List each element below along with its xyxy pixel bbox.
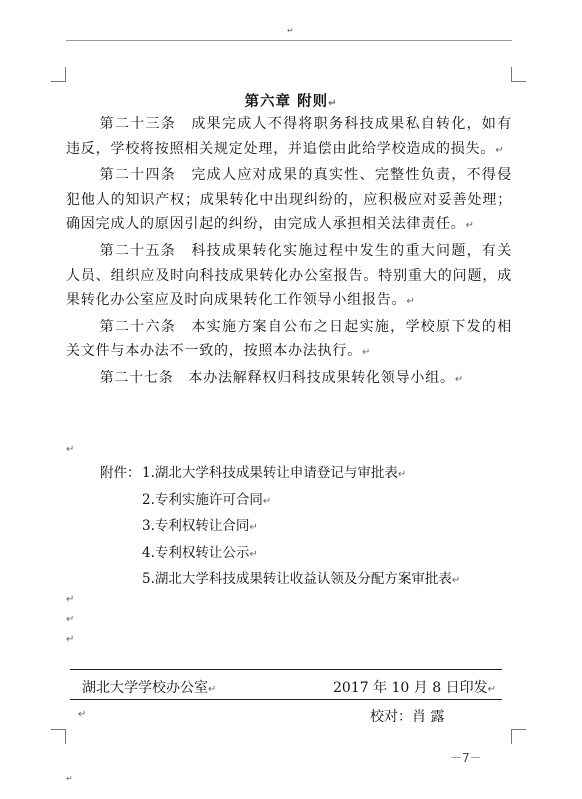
article-number: 第二十三条 bbox=[99, 116, 177, 132]
footer-paragraph-mark: ↵ bbox=[66, 774, 73, 783]
article-25: 第二十五条 科技成果转化实施过程中发生的重大问题，有关人员、组织应及时向科技成果转化办公室报告。特别重大的问题，成果转化办公室应及时向成果转化工作领导小组报告。↵ bbox=[66, 242, 512, 309]
crop-mark-top-left bbox=[51, 67, 66, 82]
empty-paragraph-mark: ↵ bbox=[66, 614, 75, 625]
attachment-item-4: 4.专利权转让公示↵ bbox=[142, 544, 258, 561]
article-text: 科技成果转化实施过程中发生的重大问题，有关人员、组织应及时向科技成果转化办公室报告。特别重大的问题，成果转化办公室应及时向成果转化工作领导小组报告。 bbox=[66, 242, 512, 309]
article-number: 第二十四条 bbox=[99, 167, 177, 184]
attachment-item-3: 3.专利权转让合同↵ bbox=[142, 518, 258, 534]
page-number: －7－ bbox=[450, 751, 482, 765]
issuer-name: 湖北大学学校办公室↵ bbox=[82, 680, 217, 696]
article-text: 成果完成人不得将职务科技成果私自转化，如有违反，学校将按照相关规定处理，并追偿由此给学校造成的损失。 bbox=[66, 116, 512, 157]
footer-rule-bottom bbox=[70, 699, 502, 700]
article-text: 本实施方案自公布之日起实施，学校原下发的相关文件与本办法不一致的，按照本办法执行。 bbox=[66, 318, 512, 360]
footer-rule-top bbox=[70, 669, 502, 670]
attachment-item-5: 5.湖北大学科技成果转让收益认领及分配方案审批表↵ bbox=[142, 571, 461, 587]
attachment-item-2: 2.专利实施许可合同↵ bbox=[142, 491, 272, 508]
attachments-list bbox=[100, 463, 460, 596]
article-text: 完成人应对成果的真实性、完整性负责，不得侵犯他人的知识产权；成果转化中出现纠纷的，应积极应对妥善处理；确因完成人的原因引起的纠纷，由完成人承担相关法律责任。 bbox=[66, 167, 512, 233]
header-rule bbox=[66, 40, 512, 41]
attachment-item-1: 附件： 1.湖北大学科技成果转让申请登记与审批表↵ bbox=[100, 465, 407, 481]
article-24: 第二十四条 完成人应对成果的真实性、完整性负责，不得侵犯他人的知识产权；成果转化中出现纠纷的，应积极应对妥善处理；确因完成人的原因引起的纠纷，由完成人承担相关法律责任。↵ bbox=[66, 167, 512, 233]
attachments-label: 附件： bbox=[100, 465, 141, 481]
article-number: 第二十七条 bbox=[99, 369, 174, 386]
crop-mark-top-right bbox=[511, 67, 526, 82]
article-26: 第二十六条 本实施方案自公布之日起实施，学校原下发的相关文件与本办法不一致的，按照本办法执行。↵ bbox=[66, 318, 512, 360]
empty-paragraph-mark: ↵ bbox=[78, 709, 87, 720]
article-text: 本办法解释权归科技成果转化领导小组。 bbox=[188, 369, 455, 386]
crop-mark-bottom-left bbox=[51, 729, 66, 744]
chapter-title: 第六章 附则↵ bbox=[244, 94, 338, 110]
article-27: 第二十七条 本办法解释权归科技成果转化领导小组。↵ bbox=[99, 369, 464, 386]
issue-date: 2017 年 10 月 8 日印发↵ bbox=[333, 680, 496, 696]
article-number: 第二十五条 bbox=[99, 242, 177, 259]
articles-body bbox=[66, 112, 512, 393]
crop-mark-bottom-right bbox=[511, 729, 526, 744]
proofreader: 校对：肖 露 bbox=[370, 709, 445, 725]
header-paragraph-mark: ↵ bbox=[287, 26, 294, 35]
empty-paragraph-mark: ↵ bbox=[66, 594, 75, 605]
article-23: 第二十三条 成果完成人不得将职务科技成果私自转化，如有违反，学校将按照相关规定处理，并追偿由此给学校造成的损失。↵ bbox=[66, 116, 512, 157]
article-number: 第二十六条 bbox=[99, 318, 177, 335]
empty-paragraph-mark: ↵ bbox=[66, 444, 75, 455]
empty-paragraph-mark: ↵ bbox=[66, 634, 75, 645]
